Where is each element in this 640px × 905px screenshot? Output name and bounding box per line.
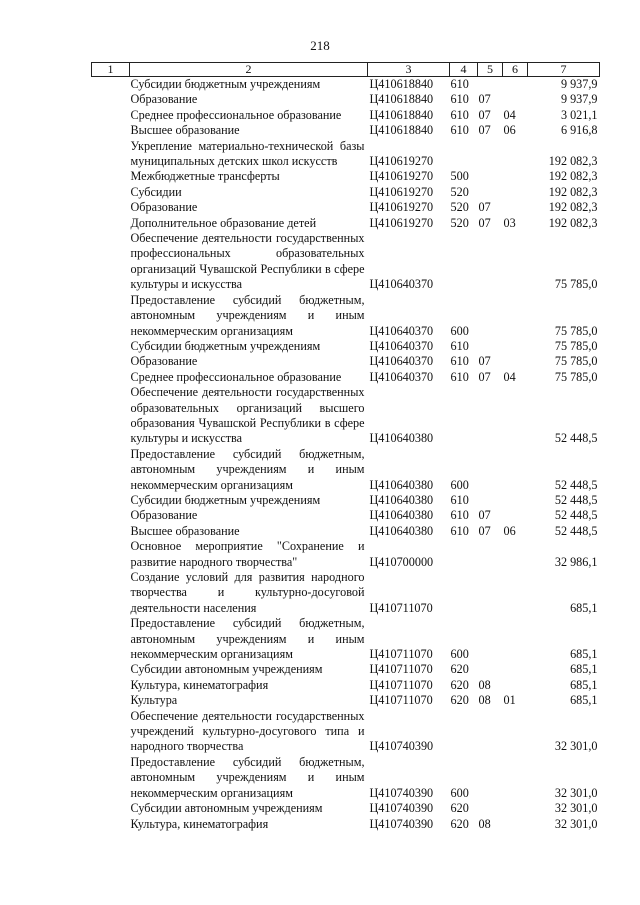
amount-cell: 75 785,0 [554,369,598,384]
amount-cell: 32 301,0 [554,816,598,831]
expense-type-cell: 520 [450,215,469,230]
subsection-cell [503,385,528,447]
amount-cell: 192 082,3 [548,184,598,199]
table-row [92,339,600,354]
expense-type-cell: 620 [450,816,469,831]
row-number-cell [92,370,130,385]
item-name-cell: Высшее образование [130,123,240,138]
table-row [92,616,600,662]
section-cell [478,709,503,755]
expense-type-cell: 610 [450,92,469,107]
row-number-cell [92,169,130,184]
table-row [92,123,600,138]
table-row [92,185,600,200]
expense-type-cell: 610 [450,523,469,538]
expense-type-cell: 600 [450,323,469,338]
table-row [92,678,600,693]
item-name-cell: Обеспечение деятельности государственных образовательных организаций высшего образования Чувашской Республики в сфере культуры и искусства [130,385,365,446]
amount-cell: 685,1 [570,647,598,662]
target-code-cell: Ц410640380 [369,523,434,538]
item-name-cell: Дополнительное образование детей [130,215,317,230]
item-name-cell: Культура, кинематография [130,816,269,831]
subsection-cell [503,77,528,93]
row-number-cell [92,354,130,369]
subsection-cell [503,678,528,693]
row-number-cell [92,693,130,708]
expense-type-cell: 610 [450,338,469,353]
amount-cell: 32 301,0 [554,785,598,800]
amount-cell: 192 082,3 [548,200,598,215]
subsection-cell [503,293,528,339]
expense-type-cell: 610 [450,77,469,91]
amount-cell: 9 937,9 [560,77,598,91]
section-cell: 07 [478,369,491,384]
section-cell: 07 [478,354,491,369]
item-name-cell: Культура, кинематография [130,677,269,692]
item-name-cell: Среднее профессиональное образование [130,369,342,384]
target-code-cell: Ц410640370 [369,369,434,384]
item-name-cell: Создание условий для развития народного творчества и культурно-досуговой деятельности населения [130,570,365,615]
item-name-cell: Основное мероприятие "Сохранение и развитие народного творчества" [130,539,365,569]
target-code-cell: Ц410711070 [369,647,433,662]
subsection-cell [503,493,528,508]
item-name-cell: Укрепление материально-технической базы муниципальных детских школ искусств [130,138,365,169]
target-code-cell: Ц410711070 [369,600,433,615]
column-header: 5 [478,63,503,77]
table-row [92,755,600,801]
amount-cell: 685,1 [570,662,598,677]
item-name-cell: Высшее образование [130,523,240,538]
section-cell [478,185,503,200]
table-row [92,169,600,184]
item-name-cell: Субсидии бюджетным учреждениям [130,338,321,353]
expense-type-cell [450,539,478,570]
section-cell [478,493,503,508]
subsection-cell [503,817,528,832]
section-cell [478,616,503,662]
table-row [92,693,600,708]
amount-cell: 52 448,5 [554,477,598,492]
section-cell: 07 [478,92,491,107]
item-name-cell: Образование [130,92,198,107]
page-number: 218 [310,38,330,53]
row-number-cell [92,231,130,293]
expense-type-cell: 620 [450,693,469,708]
amount-cell: 52 448,5 [554,492,598,507]
amount-cell: 192 082,3 [548,154,598,169]
row-number-cell [92,339,130,354]
subsection-cell: 06 [503,523,516,538]
subsection-cell: 06 [503,123,516,138]
subsection-cell [503,508,528,523]
target-code-cell: Ц410640370 [369,277,434,292]
item-name-cell: Образование [130,354,198,369]
table-row [92,524,600,539]
table-row [92,216,600,231]
item-name-cell: Предоставление субсидий бюджетным, автономным учреждениям и иным некоммерческим организациям [130,446,365,492]
expense-type-cell: 620 [450,662,469,677]
expense-type-cell [450,570,478,616]
table-row [92,570,600,616]
section-cell [478,385,503,447]
item-name-cell: Субсидии бюджетным учреждениям [130,492,321,507]
table-header-row [92,63,600,77]
target-code-cell: Ц410700000 [369,554,434,569]
subsection-cell [503,709,528,755]
amount-cell: 52 448,5 [554,523,598,538]
amount-cell: 685,1 [570,693,598,708]
target-code-cell: Ц410619270 [369,169,434,184]
table-row [92,447,600,493]
subsection-cell: 04 [503,369,516,384]
subsection-cell [503,616,528,662]
target-code-cell: Ц410740390 [369,739,434,754]
item-name-cell: Обеспечение деятельности государственных профессиональных образовательных организаций Чувашской Республики в сфере культуры и искусства [130,231,365,292]
expense-type-cell: 520 [450,184,469,199]
expense-type-cell: 600 [450,477,469,492]
subsection-cell [503,169,528,184]
expense-type-cell: 610 [450,107,469,122]
section-cell [478,447,503,493]
column-header: 7 [528,63,600,77]
target-code-cell: Ц410740390 [369,801,434,816]
table-row [92,200,600,215]
section-cell: 08 [478,816,491,831]
row-number-cell [92,108,130,123]
subsection-cell [503,339,528,354]
row-number-cell [92,493,130,508]
section-cell [478,139,503,170]
row-number-cell [92,185,130,200]
expense-type-cell: 610 [450,492,469,507]
subsection-cell [503,539,528,570]
item-name-cell: Межбюджетные трансферты [130,169,280,184]
column-header: 1 [92,63,130,77]
row-number-cell [92,524,130,539]
target-code-cell: Ц410640370 [369,323,434,338]
target-code-cell: Ц410711070 [369,677,433,692]
subsection-cell [503,139,528,170]
amount-cell: 75 785,0 [554,277,598,292]
item-name-cell: Предоставление субсидий бюджетным, автономным учреждениям и иным некоммерческим организациям [130,754,365,800]
amount-cell: 75 785,0 [554,354,598,369]
amount-cell: 685,1 [570,600,598,615]
amount-cell: 32 301,0 [554,801,598,816]
target-code-cell: Ц410640370 [369,354,434,369]
table-row [92,92,600,107]
item-name-cell: Предоставление субсидий бюджетным, автономным учреждениям и иным некоммерческим организациям [130,292,365,338]
row-number-cell [92,678,130,693]
expense-type-cell [450,709,478,755]
subsection-cell [503,447,528,493]
expense-type-cell [450,385,478,447]
amount-cell: 6 916,8 [560,123,598,138]
target-code-cell: Ц410640380 [369,508,434,523]
column-header: 3 [368,63,450,77]
target-code-cell: Ц410711070 [369,662,433,677]
table-row [92,539,600,570]
section-cell: 07 [478,107,491,122]
row-number-cell [92,570,130,616]
item-name-cell: Субсидии автономным учреждениям [130,801,323,816]
expense-type-cell: 620 [450,677,469,692]
target-code-cell: Ц410640380 [369,477,434,492]
expense-type-cell: 600 [450,647,469,662]
row-number-cell [92,662,130,677]
item-name-cell: Образование [130,508,198,523]
expense-type-cell: 520 [450,200,469,215]
amount-cell: 32 301,0 [554,739,598,754]
amount-cell: 192 082,3 [548,215,598,230]
row-number-cell [92,801,130,816]
row-number-cell [92,817,130,832]
row-number-cell [92,709,130,755]
section-cell: 07 [478,200,491,215]
row-number-cell [92,77,130,93]
table-row [92,139,600,170]
table-row [92,709,600,755]
section-cell: 07 [478,508,491,523]
table-row [92,108,600,123]
section-cell: 08 [478,677,491,692]
section-cell [478,755,503,801]
target-code-cell: Ц410640380 [369,431,434,446]
section-cell: 07 [478,123,491,138]
row-number-cell [92,508,130,523]
target-code-cell: Ц410740390 [369,785,434,800]
row-number-cell [92,755,130,801]
item-name-cell: Субсидии бюджетным учреждениям [130,77,321,91]
amount-cell: 685,1 [570,677,598,692]
section-cell [478,293,503,339]
row-number-cell [92,200,130,215]
subsection-cell: 04 [503,107,516,122]
expense-type-cell [450,231,478,293]
section-cell [478,662,503,677]
row-number-cell [92,139,130,170]
amount-cell: 192 082,3 [548,169,598,184]
section-cell [478,339,503,354]
section-cell [478,801,503,816]
table-body [92,77,600,832]
subsection-cell [503,92,528,107]
table-row [92,293,600,339]
section-cell: 07 [478,215,491,230]
target-code-cell: Ц410640380 [369,492,434,507]
table-row [92,231,600,293]
amount-cell: 75 785,0 [554,323,598,338]
item-name-cell: Образование [130,200,198,215]
item-name-cell: Субсидии [130,184,182,199]
target-code-cell: Ц410740390 [369,816,434,831]
subsection-cell: 01 [503,693,516,708]
subsection-cell [503,231,528,293]
target-code-cell: Ц410711070 [369,693,433,708]
expense-type-cell [450,139,478,170]
subsection-cell [503,801,528,816]
item-name-cell: Субсидии автономным учреждениям [130,662,323,677]
row-number-cell [92,293,130,339]
item-name-cell: Предоставление субсидий бюджетным, автономным учреждениям и иным некоммерческим организациям [130,616,365,662]
table-row [92,77,600,93]
amount-cell: 52 448,5 [554,431,598,446]
item-name-cell: Обеспечение деятельности государственных учреждений культурно-досугового типа и народного творчества [130,708,365,754]
section-cell [478,77,503,93]
subsection-cell [503,570,528,616]
row-number-cell [92,216,130,231]
table-row [92,385,600,447]
expense-type-cell: 610 [450,123,469,138]
section-cell: 07 [478,523,491,538]
table-row [92,662,600,677]
section-cell: 08 [478,693,491,708]
target-code-cell: Ц410618840 [369,123,434,138]
subsection-cell [503,185,528,200]
column-header: 4 [450,63,478,77]
subsection-cell [503,354,528,369]
expense-type-cell: 610 [450,354,469,369]
subsection-cell [503,755,528,801]
amount-cell: 3 021,1 [560,107,598,122]
item-name-cell: Среднее профессиональное образование [130,107,342,122]
expense-type-cell: 500 [450,169,469,184]
row-number-cell [92,92,130,107]
expense-type-cell: 610 [450,369,469,384]
expense-type-cell: 600 [450,785,469,800]
section-cell [478,169,503,184]
row-number-cell [92,447,130,493]
expense-type-cell: 610 [450,508,469,523]
target-code-cell: Ц410619270 [369,184,434,199]
target-code-cell: Ц410618840 [369,92,434,107]
column-header: 6 [503,63,528,77]
target-code-cell: Ц410619270 [369,200,434,215]
section-cell [478,570,503,616]
row-number-cell [92,123,130,138]
row-number-cell [92,616,130,662]
target-code-cell: Ц410640370 [369,338,434,353]
target-code-cell: Ц410618840 [369,77,434,91]
section-cell [478,539,503,570]
table-row [92,801,600,816]
amount-cell: 9 937,9 [560,92,598,107]
item-name-cell: Культура [130,693,178,708]
row-number-cell [92,539,130,570]
table-row [92,370,600,385]
row-number-cell [92,385,130,447]
section-cell [478,231,503,293]
subsection-cell [503,200,528,215]
table-row [92,817,600,832]
target-code-cell: Ц410618840 [369,107,434,122]
amount-cell: 52 448,5 [554,508,598,523]
table-row [92,354,600,369]
column-header: 2 [130,63,368,77]
amount-cell: 32 986,1 [554,554,598,569]
target-code-cell: Ц410619270 [369,215,434,230]
subsection-cell [503,662,528,677]
table-row [92,508,600,523]
table-row [92,493,600,508]
subsection-cell: 03 [503,215,516,230]
target-code-cell: Ц410619270 [369,154,434,169]
expense-type-cell: 620 [450,801,469,816]
budget-table [91,62,600,832]
amount-cell: 75 785,0 [554,338,598,353]
